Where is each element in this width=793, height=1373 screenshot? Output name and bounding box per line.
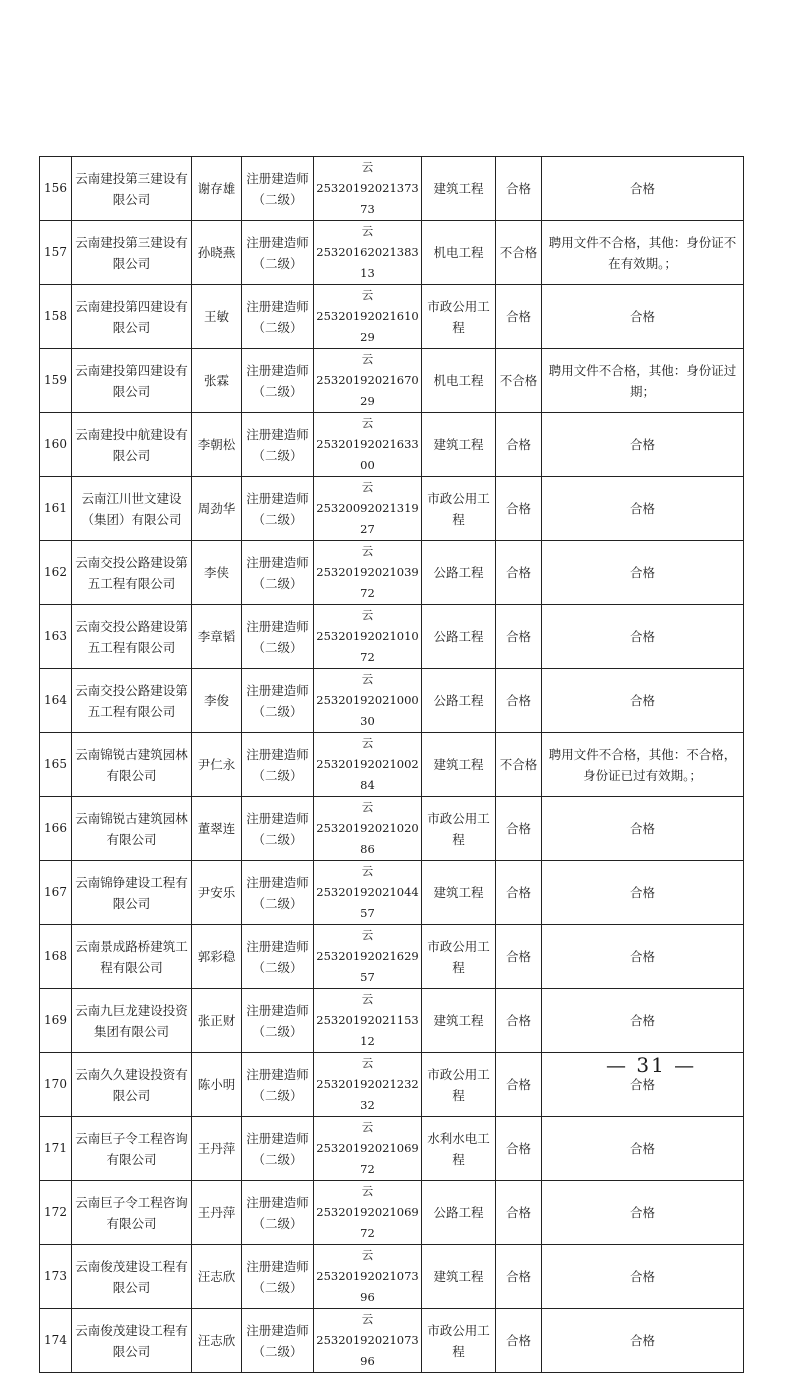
certificate-cell [314,1117,422,1181]
result-cell: 合格 [496,1245,542,1309]
region-prefix: 云 [361,800,374,814]
remark-cell: 合格 [542,1181,744,1245]
remark-cell: 合格 [542,477,744,541]
result-cell: 合格 [496,1309,542,1373]
certificate-number: 2532019202100030 [316,693,419,728]
company-cell: 云南俊茂建设工程有限公司 [72,1245,192,1309]
qualification-title-cell: 注册建造师（二级） [242,1181,314,1245]
qualification-title-cell: 注册建造师（二级） [242,1053,314,1117]
table-row [40,541,744,605]
region-prefix: 云 [361,416,374,430]
result-cell: 合格 [496,1117,542,1181]
certificate-cell [314,221,422,285]
result-cell: 合格 [496,605,542,669]
specialty-cell: 建筑工程 [422,413,496,477]
remark-cell: 合格 [542,1053,744,1117]
table-row [40,669,744,733]
specialty-cell: 建筑工程 [422,1245,496,1309]
company-cell: 云南交投公路建设第五工程有限公司 [72,669,192,733]
qualification-title-cell: 注册建造师（二级） [242,285,314,349]
specialty-cell: 市政公用工程 [422,797,496,861]
company-cell: 云南巨子令工程咨询有限公司 [72,1181,192,1245]
result-cell: 合格 [496,541,542,605]
person-name-cell: 张霖 [192,349,242,413]
person-name-cell: 尹仁永 [192,733,242,797]
person-name-cell: 陈小明 [192,1053,242,1117]
specialty-cell: 建筑工程 [422,733,496,797]
company-cell: 云南建投中航建设有限公司 [72,413,192,477]
company-cell: 云南九巨龙建设投资集团有限公司 [72,989,192,1053]
specialty-cell: 建筑工程 [422,861,496,925]
table-row [40,605,744,669]
remark-cell: 合格 [542,797,744,861]
certificate-cell [314,1053,422,1117]
qualification-title-cell: 注册建造师（二级） [242,541,314,605]
table-row [40,349,744,413]
region-prefix: 云 [361,864,374,878]
row-number-cell: 169 [40,989,72,1053]
certificate-number: 2532019202104457 [316,885,419,920]
row-number-cell: 171 [40,1117,72,1181]
result-cell: 不合格 [496,221,542,285]
certificate-number: 2532019202107396 [316,1269,419,1304]
result-cell: 合格 [496,925,542,989]
result-cell: 合格 [496,285,542,349]
certificate-cell [314,861,422,925]
region-prefix: 云 [361,160,374,174]
remark-cell: 合格 [542,1309,744,1373]
specialty-cell: 公路工程 [422,605,496,669]
person-name-cell: 张正财 [192,989,242,1053]
region-prefix: 云 [361,1312,374,1326]
region-prefix: 云 [361,992,374,1006]
specialty-cell: 建筑工程 [422,157,496,221]
table-row [40,797,744,861]
table-row [40,477,744,541]
certificate-cell [314,669,422,733]
certificate-cell [314,605,422,669]
region-prefix: 云 [361,352,374,366]
qualification-title-cell: 注册建造师（二级） [242,157,314,221]
table-row [40,989,744,1053]
region-prefix: 云 [361,288,374,302]
person-name-cell: 董翠连 [192,797,242,861]
table-row [40,157,744,221]
person-name-cell: 王丹萍 [192,1117,242,1181]
company-cell: 云南久久建设投资有限公司 [72,1053,192,1117]
row-number-cell: 166 [40,797,72,861]
certificate-cell [314,157,422,221]
company-cell: 云南锦铮建设工程有限公司 [72,861,192,925]
certificate-cell [314,541,422,605]
qualification-title-cell: 注册建造师（二级） [242,925,314,989]
certificate-cell [314,285,422,349]
remark-cell: 聘用文件不合格，其他：身份证过期； [542,349,744,413]
row-number-cell: 170 [40,1053,72,1117]
row-number-cell: 156 [40,157,72,221]
qualification-title-cell: 注册建造师（二级） [242,989,314,1053]
specialty-cell: 市政公用工程 [422,1053,496,1117]
remark-cell: 合格 [542,1117,744,1181]
person-name-cell: 尹安乐 [192,861,242,925]
result-cell: 合格 [496,669,542,733]
row-number-cell: 163 [40,605,72,669]
row-number-cell: 172 [40,1181,72,1245]
table-row [40,285,744,349]
qualification-title-cell: 注册建造师（二级） [242,413,314,477]
person-name-cell: 王丹萍 [192,1181,242,1245]
row-number-cell: 168 [40,925,72,989]
qualification-title-cell: 注册建造师（二级） [242,861,314,925]
row-number-cell: 174 [40,1309,72,1373]
company-cell: 云南建投第三建设有限公司 [72,157,192,221]
certificate-number: 2532019202102086 [316,821,419,856]
company-cell: 云南俊茂建设工程有限公司 [72,1309,192,1373]
qualification-title-cell: 注册建造师（二级） [242,349,314,413]
specialty-cell: 机电工程 [422,221,496,285]
result-cell: 合格 [496,413,542,477]
certificate-number: 2532019202106972 [316,1141,419,1176]
qualification-title-cell: 注册建造师（二级） [242,221,314,285]
row-number-cell: 167 [40,861,72,925]
person-name-cell: 王敏 [192,285,242,349]
person-name-cell: 周劲华 [192,477,242,541]
remark-cell: 合格 [542,605,744,669]
certificate-number: 2532019202103972 [316,565,419,600]
qualification-title-cell: 注册建造师（二级） [242,797,314,861]
row-number-cell: 158 [40,285,72,349]
certificate-number: 2532019202162957 [316,949,419,984]
remark-cell: 聘用文件不合格，其他：身份证不在有效期。； [542,221,744,285]
result-cell: 合格 [496,1053,542,1117]
company-cell: 云南交投公路建设第五工程有限公司 [72,605,192,669]
qualification-title-cell: 注册建造师（二级） [242,477,314,541]
person-name-cell: 谢存雄 [192,157,242,221]
qualification-title-cell: 注册建造师（二级） [242,669,314,733]
region-prefix: 云 [361,672,374,686]
region-prefix: 云 [361,928,374,942]
person-name-cell: 李侠 [192,541,242,605]
table-row [40,1309,744,1373]
row-number-cell: 161 [40,477,72,541]
certificate-cell [314,477,422,541]
remark-cell: 合格 [542,285,744,349]
region-prefix: 云 [361,1184,374,1198]
specialty-cell: 市政公用工程 [422,1309,496,1373]
table-row [40,1181,744,1245]
company-cell: 云南交投公路建设第五工程有限公司 [72,541,192,605]
table-row [40,861,744,925]
page-number: — 31 — [606,1053,697,1077]
table-body [40,157,744,1373]
specialty-cell: 公路工程 [422,541,496,605]
row-number-cell: 160 [40,413,72,477]
specialty-cell: 公路工程 [422,669,496,733]
row-number-cell: 173 [40,1245,72,1309]
table-row [40,1245,744,1309]
result-cell: 不合格 [496,733,542,797]
qualification-title-cell: 注册建造师（二级） [242,605,314,669]
row-number-cell: 164 [40,669,72,733]
remark-cell: 合格 [542,925,744,989]
result-cell: 合格 [496,861,542,925]
person-name-cell: 李朝松 [192,413,242,477]
remark-cell: 合格 [542,157,744,221]
certificate-cell [314,989,422,1053]
result-cell: 合格 [496,989,542,1053]
company-cell: 云南建投第四建设有限公司 [72,349,192,413]
specialty-cell: 市政公用工程 [422,925,496,989]
company-cell: 云南锦锐古建筑园林有限公司 [72,797,192,861]
region-prefix: 云 [361,544,374,558]
specialty-cell: 水利水电工程 [422,1117,496,1181]
certificate-number: 2532016202138313 [316,245,419,280]
table-row [40,925,744,989]
specialty-cell: 建筑工程 [422,989,496,1053]
row-number-cell: 162 [40,541,72,605]
table-row [40,413,744,477]
company-cell: 云南建投第四建设有限公司 [72,285,192,349]
row-number-cell: 165 [40,733,72,797]
person-name-cell: 李俊 [192,669,242,733]
result-cell: 合格 [496,477,542,541]
person-name-cell: 汪志欣 [192,1309,242,1373]
remark-cell: 合格 [542,1245,744,1309]
result-cell: 合格 [496,1181,542,1245]
qualification-table [39,156,744,1373]
certificate-number: 2532019202107396 [316,1333,419,1368]
region-prefix: 云 [361,1056,374,1070]
specialty-cell: 公路工程 [422,1181,496,1245]
person-name-cell: 李章韬 [192,605,242,669]
certificate-number: 2532019202123232 [316,1077,419,1112]
certificate-number: 2532019202161029 [316,309,419,344]
remark-cell: 合格 [542,861,744,925]
region-prefix: 云 [361,1120,374,1134]
qualification-title-cell: 注册建造师（二级） [242,1245,314,1309]
certificate-number: 2532019202115312 [316,1013,419,1048]
remark-cell: 合格 [542,989,744,1053]
certificate-number: 2532019202163300 [316,437,419,472]
result-cell: 不合格 [496,349,542,413]
remark-cell: 合格 [542,541,744,605]
table-row [40,733,744,797]
certificate-number: 2532019202101072 [316,629,419,664]
company-cell: 云南景成路桥建筑工程有限公司 [72,925,192,989]
certificate-cell [314,349,422,413]
region-prefix: 云 [361,1248,374,1262]
row-number-cell: 159 [40,349,72,413]
region-prefix: 云 [361,480,374,494]
result-cell: 合格 [496,797,542,861]
region-prefix: 云 [361,736,374,750]
certificate-cell [314,733,422,797]
certificate-cell [314,413,422,477]
table-row [40,1117,744,1181]
certificate-number: 2532019202167029 [316,373,419,408]
person-name-cell: 郭彩稳 [192,925,242,989]
certificate-cell [314,797,422,861]
result-cell: 合格 [496,157,542,221]
specialty-cell: 市政公用工程 [422,285,496,349]
company-cell: 云南江川世文建设（集团）有限公司 [72,477,192,541]
certificate-number: 2532009202131927 [316,501,419,536]
certificate-cell [314,925,422,989]
qualification-title-cell: 注册建造师（二级） [242,1117,314,1181]
certificate-cell [314,1181,422,1245]
company-cell: 云南巨子令工程咨询有限公司 [72,1117,192,1181]
region-prefix: 云 [361,608,374,622]
region-prefix: 云 [361,224,374,238]
person-name-cell: 孙晓燕 [192,221,242,285]
certificate-number: 2532019202137373 [316,181,419,216]
remark-cell: 聘用文件不合格，其他：不合格，身份证已过有效期。； [542,733,744,797]
qualification-title-cell: 注册建造师（二级） [242,1309,314,1373]
certificate-number: 2532019202106972 [316,1205,419,1240]
certificate-cell [314,1245,422,1309]
specialty-cell: 市政公用工程 [422,477,496,541]
certificate-number: 2532019202100284 [316,757,419,792]
table-row [40,221,744,285]
company-cell: 云南锦锐古建筑园林有限公司 [72,733,192,797]
qualification-title-cell: 注册建造师（二级） [242,733,314,797]
specialty-cell: 机电工程 [422,349,496,413]
remark-cell: 合格 [542,669,744,733]
certificate-cell [314,1309,422,1373]
person-name-cell: 汪志欣 [192,1245,242,1309]
company-cell: 云南建投第三建设有限公司 [72,221,192,285]
row-number-cell: 157 [40,221,72,285]
remark-cell: 合格 [542,413,744,477]
